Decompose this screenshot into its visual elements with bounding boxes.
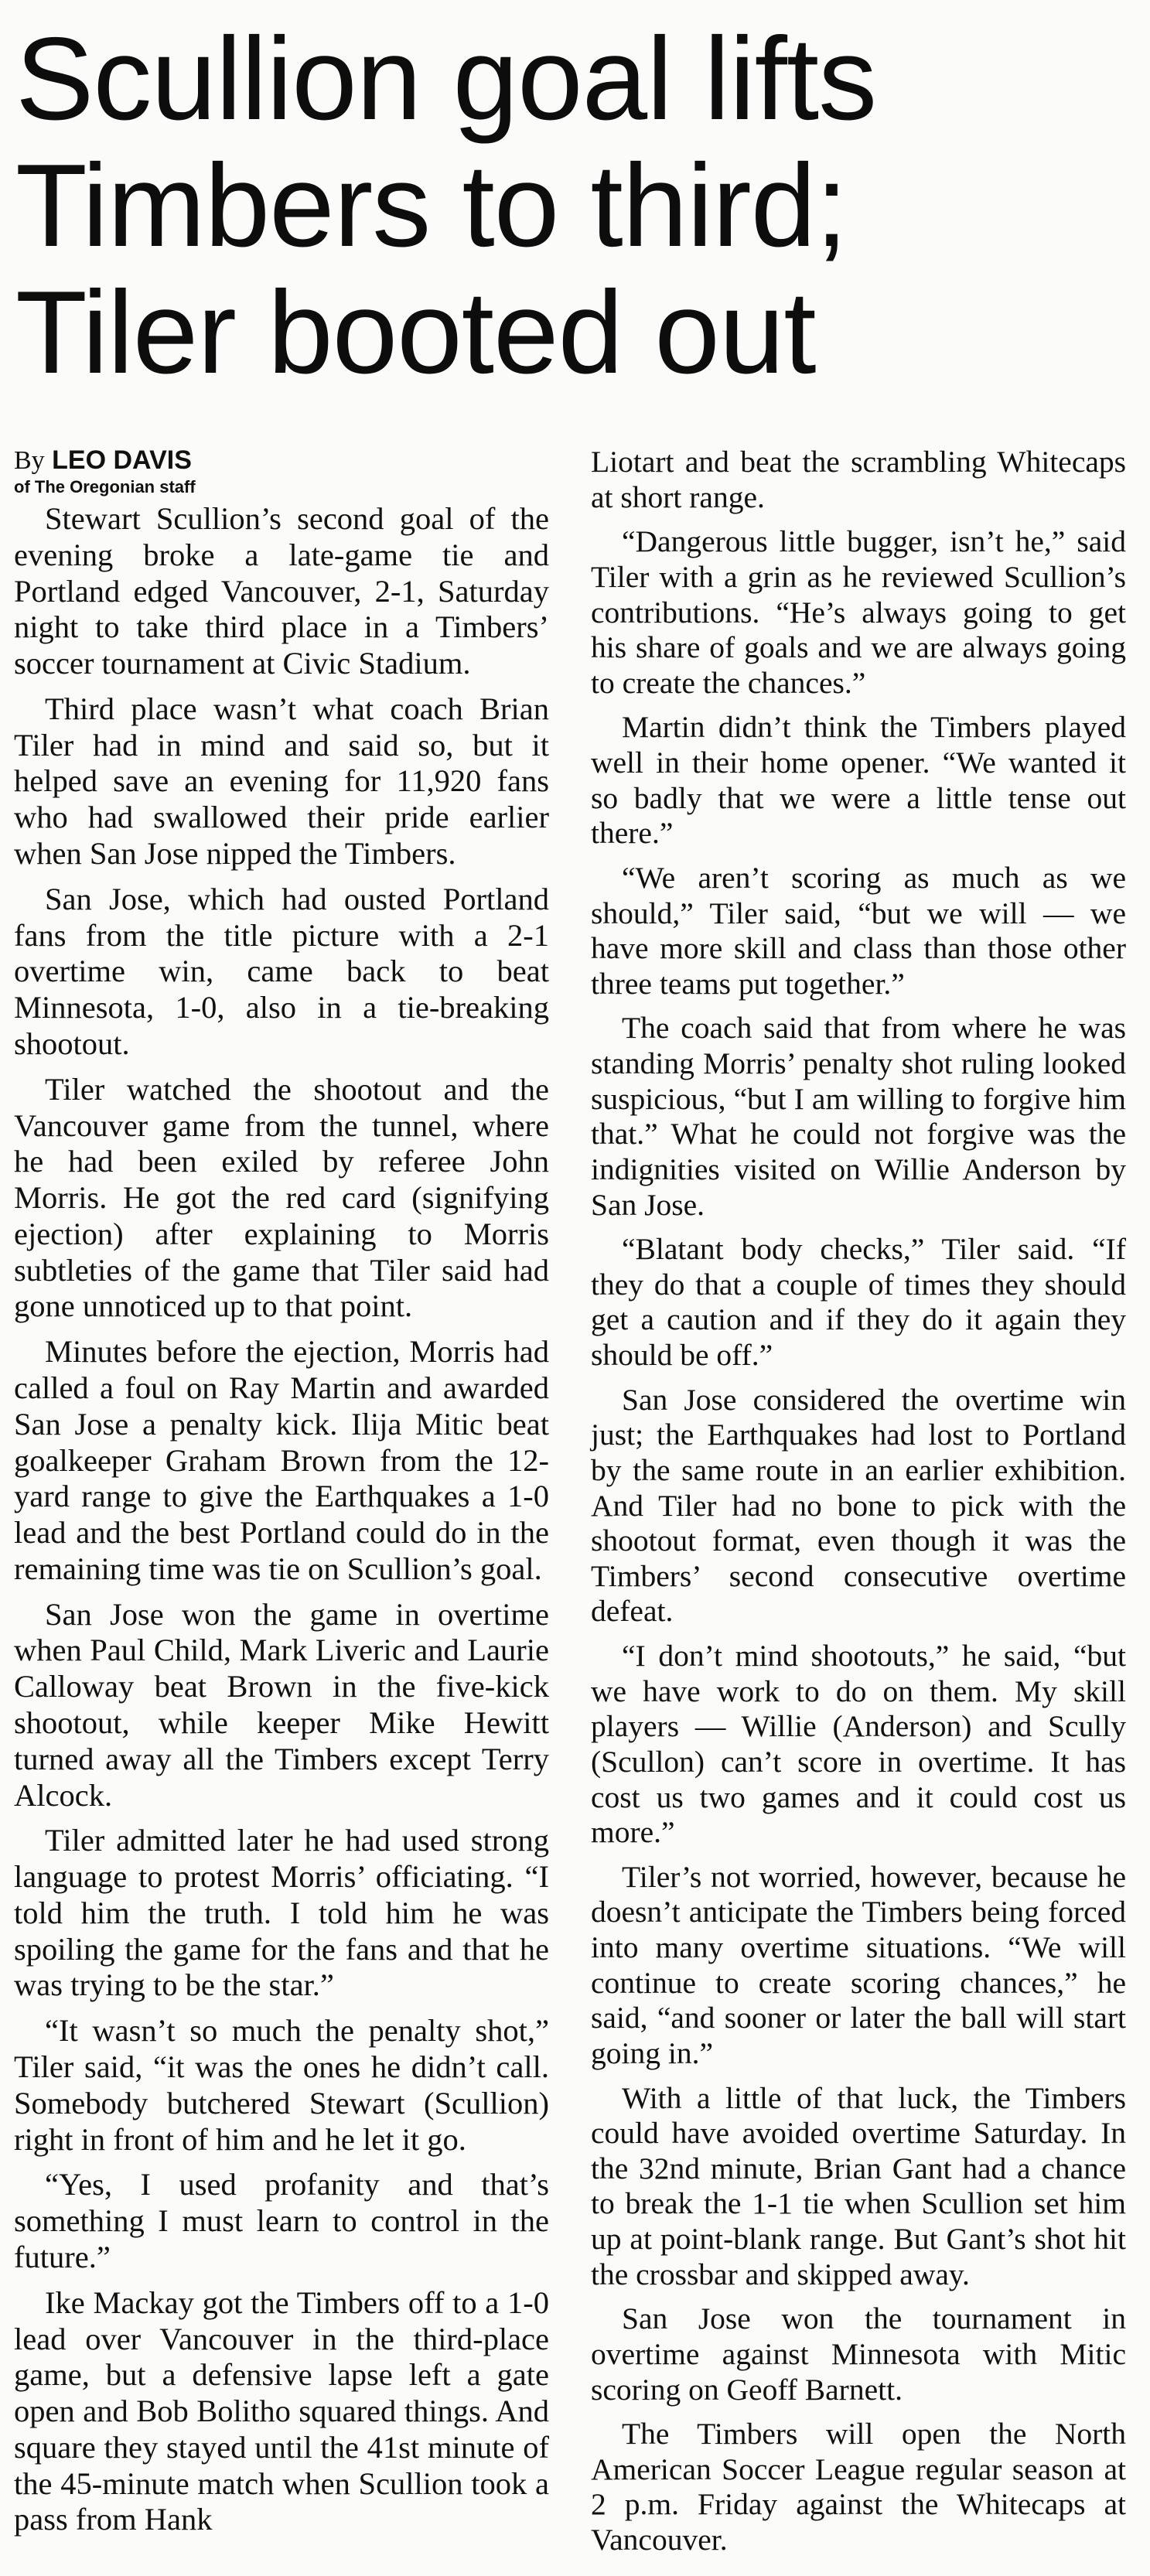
paragraph: The coach said that from where he was standing Morris’ penalty shot ruling looked suspicious, “but I am willing to forgive him that.” What he could not forgive was the indignities visited on Willie Anderson by San Jose. [591,1011,1126,1222]
paragraph: Minutes before the ejection, Morris had called a foul on Ray Martin and awarded San Jose a penalty kick. Ilija Mitic beat goalkeeper Graham Brown from the 12-yard range to give the Earthquakes a 1-0 lead and the best Portland could do in the remaining time was tie on Scullion’s goal. [14,1334,549,1586]
byline [14,445,549,476]
paragraph-continuation: Liotart and beat the scrambling Whitecaps at short range. [591,445,1126,514]
byline-affiliation: of The Oregonian staff [14,477,196,496]
paragraph: San Jose, which had ousted Portland fans from the title picture with a 2-1 overtime win, came back to beat Minnesota, 1-0, also in a tie-breaking shootout. [14,881,549,1061]
paragraph: Tiler admitted later he had used strong language to protest Morris’ officiating. “I told him the truth. I told him he was spoiling the game for the fans and that he was trying to be the star.” [14,1823,549,2003]
paragraph: “We aren’t scoring as much as we should,” Tiler said, “but we will — we have more skill and class than those other three teams put together.” [591,860,1126,1001]
paragraph: “Dangerous little bugger, isn’t he,” said Tiler with a grin as he reviewed Scullion’s contributions. “He’s always going to get his share of goals and we are always going to create the chances.” [591,524,1126,700]
paragraph: With a little of that luck, the Timbers could have avoided overtime Saturday. In the 32nd minute, Brian Gant had a chance to break the 1-1 tie when Scullion set him up at point-blank range. But Gant’s shot hit the crossbar and skipped away. [591,2080,1126,2291]
paragraph: Stewart Scullion’s second goal of the evening broke a late-game tie and Portland edged Vancouver, 2-1, Saturday night to take third place in a Timbers’ soccer tournament at Civic Stadium. [14,501,549,681]
paragraph: “I don’t mind shootouts,” he said, “but we have work to do on them. My skill players — Willie (Anderson) and Scully (Scullon) can’t score in overtime. It has cost us two games and it could cost us more.” [591,1639,1126,1850]
byline-author: LEO DAVIS [52,445,192,475]
paragraph: “Yes, I used profanity and that’s something I must learn to control in the future.” [14,2167,549,2274]
headline-line-1: Scullion goal lifts [15,13,877,145]
paragraph: Martin didn’t think the Timbers played well in their home opener. “We wanted it so badly that we were a little tense out there.” [591,710,1126,851]
paragraph: Tiler watched the shootout and the Vancouver game from the tunnel, where he had been exiled by referee John Morris. He got the red card (signifying ejection) after explaining to Morris subtleties of the game that Tiler said had gone unnoticed up to that point. [14,1071,549,1324]
headline [15,15,1137,396]
paragraph: Third place wasn’t what coach Brian Tiler had in mind and said so, but it helped save an evening for 11,920 fans who had swallowed their pride earlier when San Jose nipped the Timbers. [14,691,549,872]
paragraph: San Jose won the game in overtime when Paul Child, Mark Liveric and Laurie Calloway beat Brown in the five-kick shootout, while keeper Mike Hewitt turned away all the Timbers except Terry Alcock. [14,1596,549,1813]
paragraph: The Timbers will open the North American Soccer League regular season at 2 p.m. Friday against the Whitecaps at Vancouver. [591,2417,1126,2557]
byline-prefix: By [14,446,45,475]
article-column-right [591,445,1126,2567]
paragraph: “It wasn’t so much the penalty shot,” Tiler said, “it was the ones he didn’t call. Somebody butchered Stewart (Scullion) right in front of him and he let it go. [14,2013,549,2157]
paragraph: San Jose considered the overtime win just; the Earthquakes had lost to Portland by the same route in an earlier exhibition. And Tiler had no bone to pick with the shootout format, even though it was the Timbers’ second consecutive overtime defeat. [591,1382,1126,1629]
paragraph: “Blatant body checks,” Tiler said. “If they do that a couple of times they should get a caution and if they do it again they should be off.” [591,1232,1126,1372]
paragraph: Ike Mackay got the Timbers off to a 1-0 lead over Vancouver in the third-place game, but a defensive lapse left a gate open and Bob Bolitho squared things. And square they stayed until the 41st minute of the 45-minute match when Scullion took a pass from Hank [14,2284,549,2537]
headline-line-3: Tiler booted out [15,267,816,398]
headline-line-2: Timbers to third; [15,140,848,271]
article-column-left [14,445,549,2547]
paragraph: Tiler’s not worried, however, because he doesn’t anticipate the Timbers being forced into many overtime situations. “We will continue to create scoring chances,” he said, “and sooner or later the ball will start going in.” [591,1859,1126,2070]
paragraph: San Jose won the tournament in overtime against Minnesota with Mitic scoring on Geoff Barnett. [591,2301,1126,2407]
